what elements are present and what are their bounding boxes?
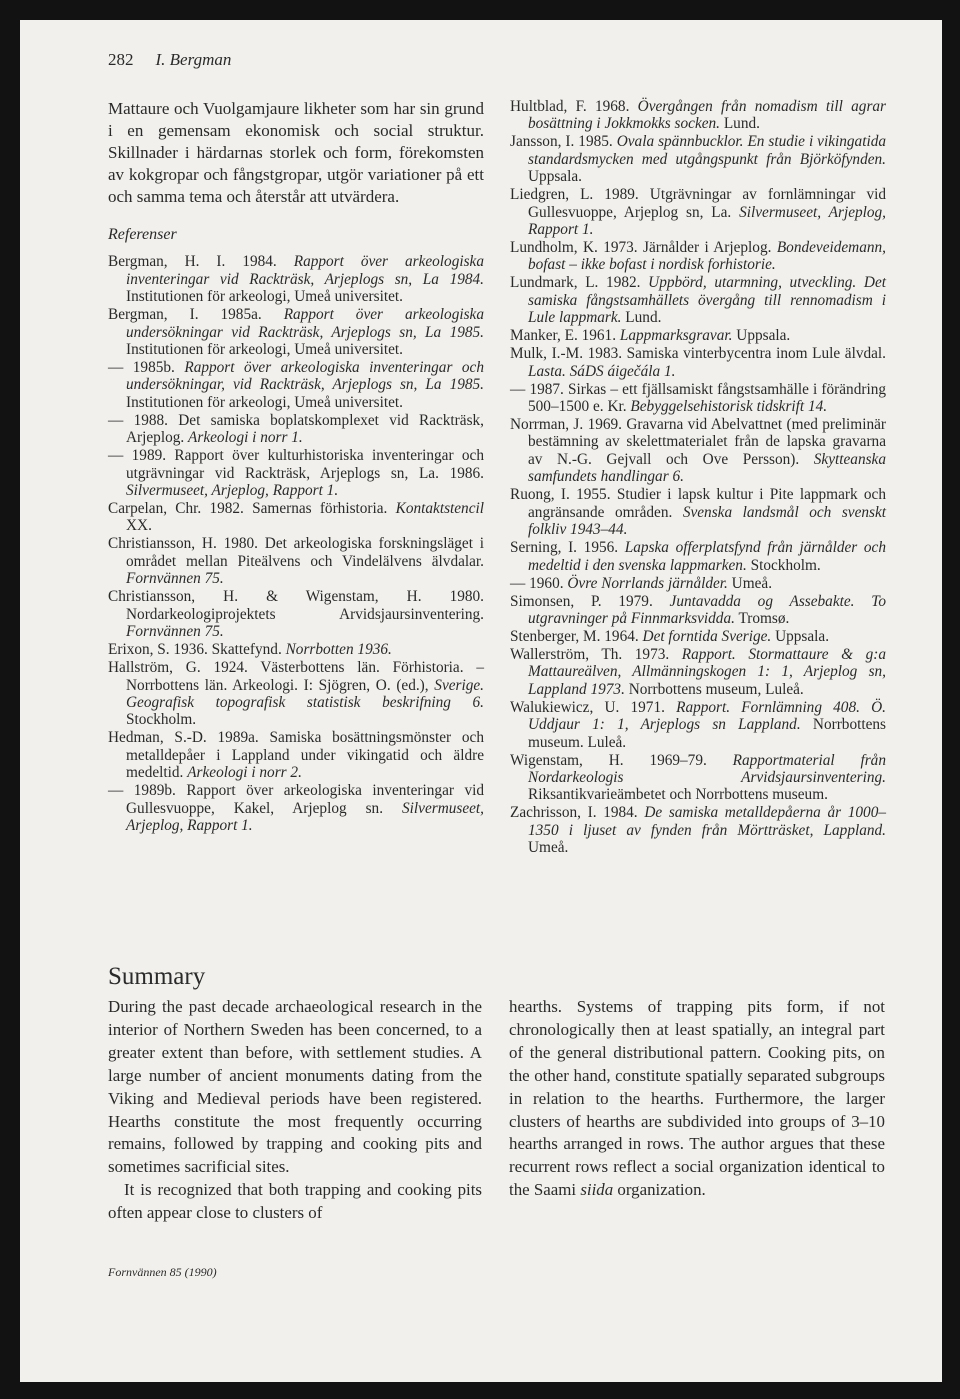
reference-title: Sverige. Geografisk topografisk statistisk beskrifning 6. bbox=[126, 676, 484, 711]
reference-entry bbox=[510, 98, 886, 133]
reference-text: Hedman, S.-D. 1989a. Samiska bosättningsmönster och metalldepåer i Lappland under vikingatid och äldre medeltid. bbox=[108, 729, 484, 782]
reference-entry bbox=[510, 646, 886, 698]
reference-title: Silvermuseet, Arjeplog, Rapport 1. bbox=[528, 203, 886, 239]
running-title: I. Bergman bbox=[155, 50, 232, 69]
reference-title: Rapport över arkeologiska inventeringar och undersökningar, vid Rackträsk, Arjeplogs sn, La 1985. bbox=[126, 359, 484, 394]
reference-text: Serning, I. 1956. bbox=[510, 539, 625, 557]
reference-entry bbox=[510, 539, 886, 574]
reference-text: — 1960. bbox=[510, 574, 568, 592]
reference-text: Jansson, I. 1985. bbox=[510, 133, 617, 151]
reference-text: Hultblad, F. 1968. bbox=[510, 98, 638, 115]
reference-title: Bebyggelsehistorisk tidskrift 14. bbox=[630, 398, 828, 416]
reference-text: Christiansson, H. 1980. Det arkeologiska forskningsläget i området mellan Piteälvens och Vindelälvens älvdalar. bbox=[108, 535, 484, 570]
reference-text: Zachrisson, I. 1984. bbox=[510, 804, 645, 822]
reference-text: — 1985b. bbox=[108, 359, 185, 377]
reference-entry bbox=[510, 186, 886, 238]
reference-entry bbox=[108, 641, 484, 658]
summary-heading: Summary bbox=[108, 963, 206, 990]
reference-text: Stenberger, M. 1964. bbox=[510, 627, 643, 645]
reference-title: Rapportmaterial från Nordarkeologis Arvidsjaursinventering. bbox=[528, 751, 886, 786]
reference-text: Norrbottens museum, Luleå. bbox=[624, 680, 804, 698]
reference-title: Bondeveidemann, bofast – ikke bofast i nordisk forhistorie. bbox=[528, 239, 886, 274]
summary-text: organization. bbox=[613, 1180, 706, 1200]
summary-right-column bbox=[509, 996, 885, 1202]
reference-entry bbox=[510, 628, 886, 645]
reference-text: Simonsen, P. 1979. bbox=[510, 592, 670, 610]
reference-title: Rapport. Stormattaure & g:a Mattaureälven, Allmänningskogen 1: 1, Arjeplog sn, Lappland 1973. bbox=[528, 645, 886, 698]
reference-text: Institutionen för arkeologi, Umeå universitet. bbox=[126, 393, 403, 411]
reference-text: Stockholm. bbox=[126, 711, 197, 729]
summary-paragraph: It is recognized that both trapping and cooking pits often appear close to clusters of bbox=[108, 1180, 482, 1223]
reference-title: Lasta. SáDS áigečála 1. bbox=[528, 362, 676, 380]
reference-text: Mulk, I.-M. 1983. Samiska vinterbycentra inom Lule älvdal. bbox=[510, 345, 886, 363]
reference-title: Fornvännen 75. bbox=[126, 570, 224, 588]
reference-text: Erixon, S. 1936. Skattefynd. bbox=[108, 641, 286, 659]
reference-title: Ovala spännbucklor. En studie i vikingatida standardsmycken med utgångspunkt från Björköfynden. bbox=[528, 133, 886, 168]
reference-title: Lappmarksgravar. bbox=[619, 327, 733, 345]
journal-page bbox=[20, 20, 942, 1382]
summary-paragraph bbox=[509, 996, 885, 1202]
page-footer: Fornvännen 85 (1990) bbox=[108, 1265, 217, 1279]
reference-title: Silvermuseet, Arjeplog, Rapport 1. bbox=[126, 482, 339, 500]
reference-text: Institutionen för arkeologi, Umeå universitet. bbox=[126, 288, 403, 306]
reference-entry bbox=[108, 306, 484, 358]
reference-text: Bergman, I. 1985a. bbox=[108, 306, 284, 324]
reference-entry bbox=[108, 500, 484, 535]
reference-entry bbox=[510, 274, 886, 326]
reference-title: Uppbörd, utarmning, utveckling. Det samiska fångstsamhällets övergång till rennomadism i Lule lappmark. bbox=[528, 274, 886, 327]
reference-text: Stockholm. bbox=[746, 556, 821, 574]
reference-entry bbox=[510, 327, 886, 344]
left-column bbox=[108, 98, 484, 835]
reference-title: Rapport. Fornlämning 408. Ö. Uddjaur 1: 1, Arjeplogs sn Lappland. bbox=[528, 698, 886, 734]
right-column bbox=[510, 98, 886, 857]
reference-entry bbox=[510, 593, 886, 628]
reference-title: Arkeologi i norr 2. bbox=[187, 764, 302, 782]
reference-entry bbox=[510, 345, 886, 380]
reference-entry bbox=[510, 804, 886, 856]
reference-title: Övergången från nomadism till agrar bosättning i Jokkmokks socken. bbox=[528, 98, 886, 133]
reference-entry bbox=[510, 416, 886, 486]
reference-title: Juntavadda og Assebakte. To utgravninger på Finnmarksvidda. bbox=[528, 592, 886, 627]
reference-text: — 1988. Det samiska boplatskomplexet vid Rackträsk, Arjeplog. bbox=[108, 411, 484, 447]
reference-title: Kontaktstencil bbox=[395, 500, 484, 518]
reference-entry bbox=[510, 239, 886, 274]
summary-paragraph: During the past decade archaeological research in the interior of Northern Sweden has been concerned, to a greater extent than before, with settlement studies. A large number of ancient monuments dating from the Viking and Medieval periods have been registered. Hearths constitute the most frequently occurring remains, followed by trapping and cooking pits and sometimes sacrificial sites. bbox=[108, 997, 482, 1177]
reference-text: Ruong, I. 1955. Studier i lapsk kultur i Pite lappmark och angränsande områden. bbox=[510, 486, 886, 521]
reference-text: Institutionen för arkeologi, Umeå universitet. bbox=[126, 341, 403, 359]
reference-entry bbox=[108, 253, 484, 305]
reference-text: Riksantikvarieämbetet och Norrbottens museum. bbox=[528, 786, 828, 804]
reference-title: Rapport över arkeologiska undersökningar vid Rackträsk, Arjeplogs sn, La 1985. bbox=[126, 306, 484, 341]
reference-title: Skytteanska samfundets handlingar 6. bbox=[528, 450, 886, 486]
summary-text: hearths. Systems of trapping pits form, if not chronologically then at least spatially, an integral part of the general distributional pattern. Cooking pits, on the other hand, constitute spatially separated subgroups in relation to the hearths. Furthermore, the larger clusters of hearths are subdivided into groups of 3–10 hearths arranged in rows. The author argues that these recurrent rows reflect a social organization identical to the Saami bbox=[509, 997, 885, 1200]
reference-text: Wigenstam, H. 1969–79. bbox=[510, 751, 733, 769]
reference-text: Uppsala. bbox=[771, 627, 830, 645]
reference-entry bbox=[108, 535, 484, 587]
reference-entry bbox=[510, 486, 886, 538]
reference-entry bbox=[108, 782, 484, 834]
reference-text: Lund. bbox=[720, 115, 760, 133]
reference-text: — 1989b. Rapport över arkeologiska inventeringar vid Gullesvuoppe, Kakel, Arjeplog sn. bbox=[108, 782, 484, 817]
reference-title: Svenska landsmål och svenskt folkliv 1943–44. bbox=[528, 503, 887, 539]
reference-text: Lundholm, K. 1973. Järnålder i Arjeplog. bbox=[510, 239, 777, 257]
reference-text: Lundmark, L. 1982. bbox=[510, 274, 649, 292]
reference-text: Christiansson, H. & Wigenstam, H. 1980. Nordarkeologiprojektets Arvidsjaursinventering. bbox=[108, 588, 484, 623]
reference-title: De samiska metalldepåerna år 1000–1350 i ljuset av fynden från Mörtträsket, Lappland. bbox=[528, 804, 886, 839]
reference-text: Uppsala. bbox=[528, 168, 582, 186]
reference-text: Lund. bbox=[621, 309, 662, 327]
reference-text: Norrman, J. 1969. Gravarna vid Abelvattnet (med preliminär bestämning av skelettmaterialet från de lapska gravarna av N.-G. Gejvall och Ove Persson). bbox=[510, 416, 886, 468]
reference-entry bbox=[510, 133, 886, 185]
reference-text: Norrbottens museum. Luleå. bbox=[528, 716, 886, 751]
reference-text: Wallerström, Th. 1973. bbox=[510, 645, 682, 663]
reference-entry bbox=[108, 447, 484, 499]
summary-left-column bbox=[108, 996, 482, 1225]
page-header bbox=[108, 50, 231, 70]
reference-text: Walukiewicz, U. 1971. bbox=[510, 698, 677, 716]
summary-italic-term: siida bbox=[580, 1180, 614, 1200]
reference-text: Hallström, G. 1924. Västerbottens län. Förhistoria. – Norrbottens län. Arkeologi. I: Sjögren, O. (ed.), bbox=[108, 659, 484, 694]
reference-title: Övre Norrlands järnålder. bbox=[567, 574, 728, 592]
reference-entry bbox=[510, 575, 886, 592]
reference-entry bbox=[510, 752, 886, 804]
reference-text: — 1989. Rapport över kulturhistoriska inventeringar och utgrävningar vid Rackträsk, Arjeplogs sn, La. 1986. bbox=[108, 447, 484, 482]
reference-text: Manker, E. 1961. bbox=[510, 327, 620, 345]
reference-entry bbox=[510, 699, 886, 751]
intro-paragraph: Mattaure och Vuolgamjaure likheter som har sin grund i en gemensam ekonomisk och social struktur. Skillnader i härdarnas storlek och form, förekomsten av kokgropar och fångstgropar, utgör variationer på ett och samma tema och återstår att utvärdera. bbox=[108, 99, 484, 206]
page-number: 282 bbox=[108, 50, 134, 69]
reference-title: Lapska offerplatsfynd från järnålder och medeltid i den svenska lappmarken. bbox=[528, 539, 886, 574]
reference-text: Bergman, H. I. 1984. bbox=[108, 253, 294, 271]
reference-text: Umeå. bbox=[528, 839, 569, 857]
reference-title: Arkeologi i norr 1. bbox=[188, 429, 303, 447]
reference-text: — 1987. Sirkas – ett fjällsamiskt fångstsamhälle i förändring 500–1500 e. Kr. bbox=[510, 380, 886, 416]
reference-entry bbox=[108, 588, 484, 640]
reference-list-left bbox=[108, 253, 484, 834]
reference-text: Carpelan, Chr. 1982. Samernas förhistoria. bbox=[108, 500, 396, 518]
reference-entry bbox=[108, 729, 484, 781]
reference-title: Fornvännen 75. bbox=[126, 623, 224, 641]
reference-text: XX. bbox=[126, 517, 152, 535]
reference-text: Liedgren, L. 1989. Utgrävningar av fornlämningar vid Gullesvuoppe, Arjeplog sn, La. bbox=[510, 186, 886, 221]
references-heading: Referenser bbox=[108, 226, 177, 243]
reference-title: Silvermuseet, Arjeplog, Rapport 1. bbox=[126, 799, 484, 834]
reference-text: Tromsø. bbox=[734, 609, 790, 627]
reference-title: Rapport över arkeologiska inventeringar vid Rackträsk, Arjeplogs sn, La 1984. bbox=[126, 253, 484, 288]
reference-entry bbox=[108, 659, 484, 729]
reference-list-right bbox=[510, 98, 886, 857]
reference-entry bbox=[510, 381, 886, 416]
reference-title: Det forntida Sverige. bbox=[642, 627, 772, 645]
reference-text: Uppsala. bbox=[732, 327, 791, 345]
reference-title: Norrbotten 1936. bbox=[285, 641, 392, 659]
reference-entry bbox=[108, 412, 484, 447]
reference-text: Umeå. bbox=[727, 574, 773, 592]
reference-entry bbox=[108, 359, 484, 411]
